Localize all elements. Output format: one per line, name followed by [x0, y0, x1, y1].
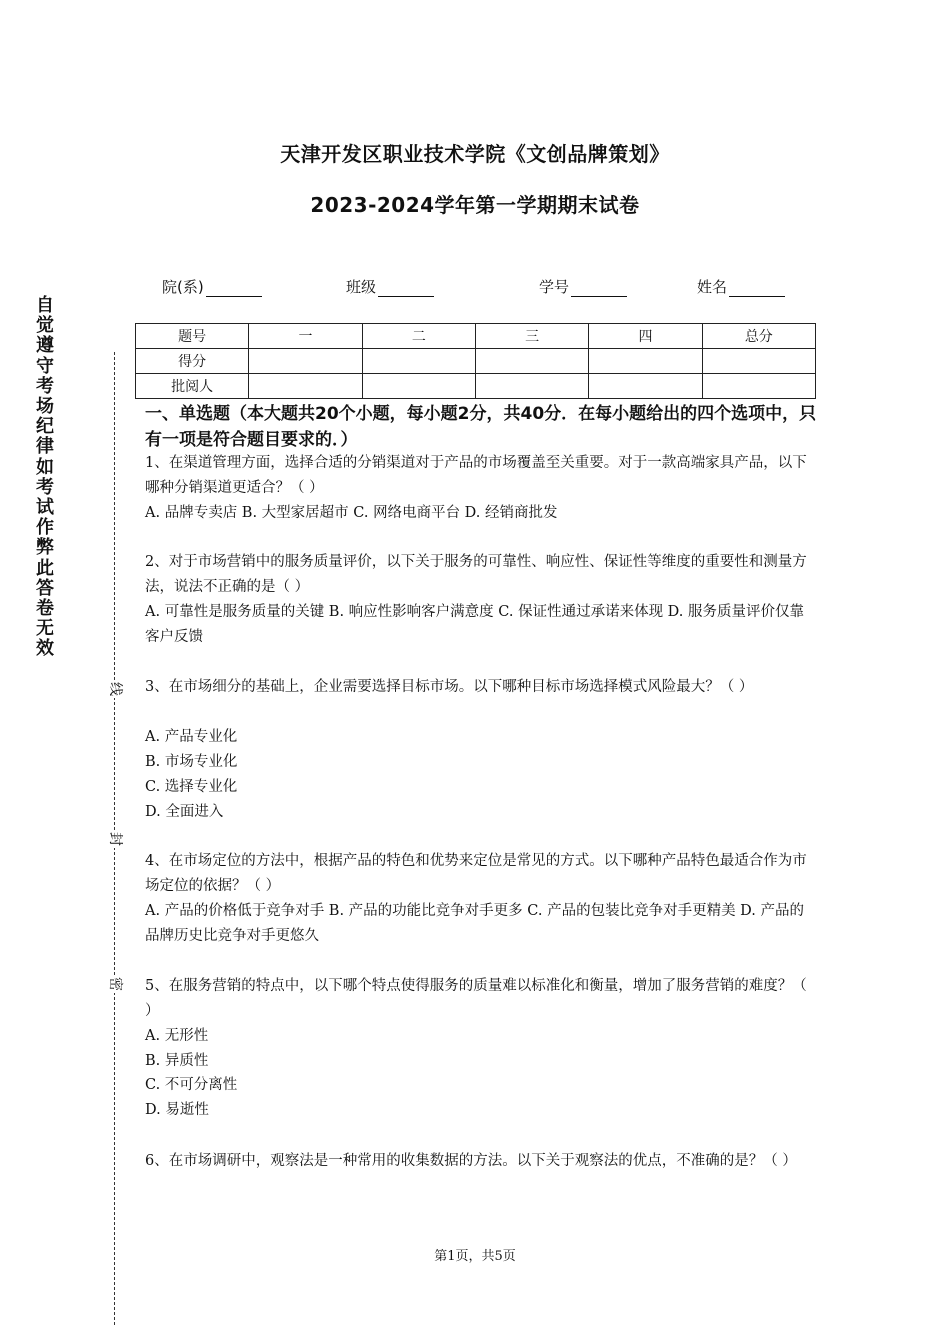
student-id-label: 学号 [539, 278, 570, 296]
seal-mark-line: 线 [107, 682, 123, 696]
score-row [136, 349, 816, 374]
question-3-option-d: D. 全面进入 [145, 804, 224, 820]
score-row-label: 得分 [136, 349, 249, 374]
question-3-option-c: C. 选择专业化 [145, 779, 238, 795]
dept-field [162, 276, 262, 297]
score-cell [702, 349, 815, 374]
question-2-stem: 2、对于市场营销中的服务质量评价，以下关于服务的可靠性、响应性、保证性等维度的重要性和测量方法，说法不正确的是（ ） [145, 554, 807, 595]
seal-mark-secret: 密 [107, 977, 123, 991]
question-1-stem: 1、在渠道管理方面，选择合适的分销渠道对于产品的市场覆盖至关重要。对于一款高端家具产品，以下哪种分销渠道更适合？（ ） [145, 455, 807, 496]
student-id-blank [571, 280, 627, 297]
exam-title-line1: 天津开发区职业技术学院《文创品牌策划》 [280, 142, 670, 166]
question-3-option-b: B. 市场专业化 [145, 754, 238, 770]
score-header-cell: 四 [589, 324, 702, 349]
dept-label: 院(系) [162, 278, 204, 296]
question-6-stem: 6、在市场调研中，观察法是一种常用的收集数据的方法。以下关于观察法的优点，不准确的是？（ ） [145, 1153, 797, 1169]
seal-mark-seal: 封 [107, 832, 123, 846]
score-header-cell: 总分 [702, 324, 815, 349]
grader-cell [702, 374, 815, 399]
question-1-options: A. 品牌专卖店 B. 大型家居超市 C. 网络电商平台 D. 经销商批发 [145, 505, 558, 521]
grader-cell [362, 374, 475, 399]
question-3-stem: 3、在市场细分的基础上，企业需要选择目标市场。以下哪种目标市场选择模式风险最大？（ ） [145, 679, 754, 695]
class-field [346, 276, 434, 297]
class-label: 班级 [346, 278, 377, 296]
grader-cell [249, 374, 362, 399]
grader-cell [589, 374, 702, 399]
grader-cell [475, 374, 588, 399]
score-header-cell: 二 [362, 324, 475, 349]
score-cell [475, 349, 588, 374]
score-table-header-row [136, 324, 816, 349]
question-4-stem: 4、在市场定位的方法中，根据产品的特色和优势来定位是常见的方式。以下哪种产品特色最适合作为市场定位的依据？（ ） [145, 853, 807, 894]
question-5-option-b: B. 异质性 [145, 1053, 209, 1069]
score-header-cell: 题号 [136, 324, 249, 349]
score-header-cell: 三 [475, 324, 588, 349]
question-5-option-a: A. 无形性 [145, 1028, 209, 1044]
grader-row [136, 374, 816, 399]
student-id-field [539, 276, 627, 297]
exam-discipline-notice: 自觉遵守考场纪律如考试作弊此答卷无效 [36, 295, 54, 660]
student-info-row [0, 276, 950, 298]
score-table [135, 323, 816, 399]
section-heading: 一、单选题（本大题共20个小题，每小题2分，共40分．在每小题给出的四个选项中，只有一项是符合题目要求的．） [145, 404, 817, 450]
name-blank [729, 280, 785, 297]
score-header-cell: 一 [249, 324, 362, 349]
name-field [697, 276, 785, 297]
question-2-options: A. 可靠性是服务质量的关键 B. 响应性影响客户满意度 C. 保证性通过承诺来体现 D. 服务质量评价仅靠客户反馈 [145, 604, 805, 645]
question-4-options: A. 产品的价格低于竞争对手 B. 产品的功能比竞争对手更多 C. 产品的包装比竞争对手更精美 D. 产品的品牌历史比竞争对手更悠久 [145, 903, 805, 944]
class-blank [378, 280, 434, 297]
dept-blank [206, 280, 262, 297]
page-number: 第1页，共5页 [434, 1249, 516, 1264]
grader-row-label: 批阅人 [136, 374, 249, 399]
name-label: 姓名 [697, 278, 728, 296]
exam-title-line2: 2023-2024学年第一学期期末试卷 [310, 193, 640, 217]
question-5-stem: 5、在服务营销的特点中，以下哪个特点使得服务的质量难以标准化和衡量，增加了服务营销的难度？（ ） [145, 978, 807, 1019]
question-5-option-c: C. 不可分离性 [145, 1077, 238, 1093]
score-cell [249, 349, 362, 374]
score-cell [589, 349, 702, 374]
question-5-option-d: D. 易逝性 [145, 1102, 209, 1118]
score-cell [362, 349, 475, 374]
question-3-option-a: A. 产品专业化 [145, 729, 238, 745]
